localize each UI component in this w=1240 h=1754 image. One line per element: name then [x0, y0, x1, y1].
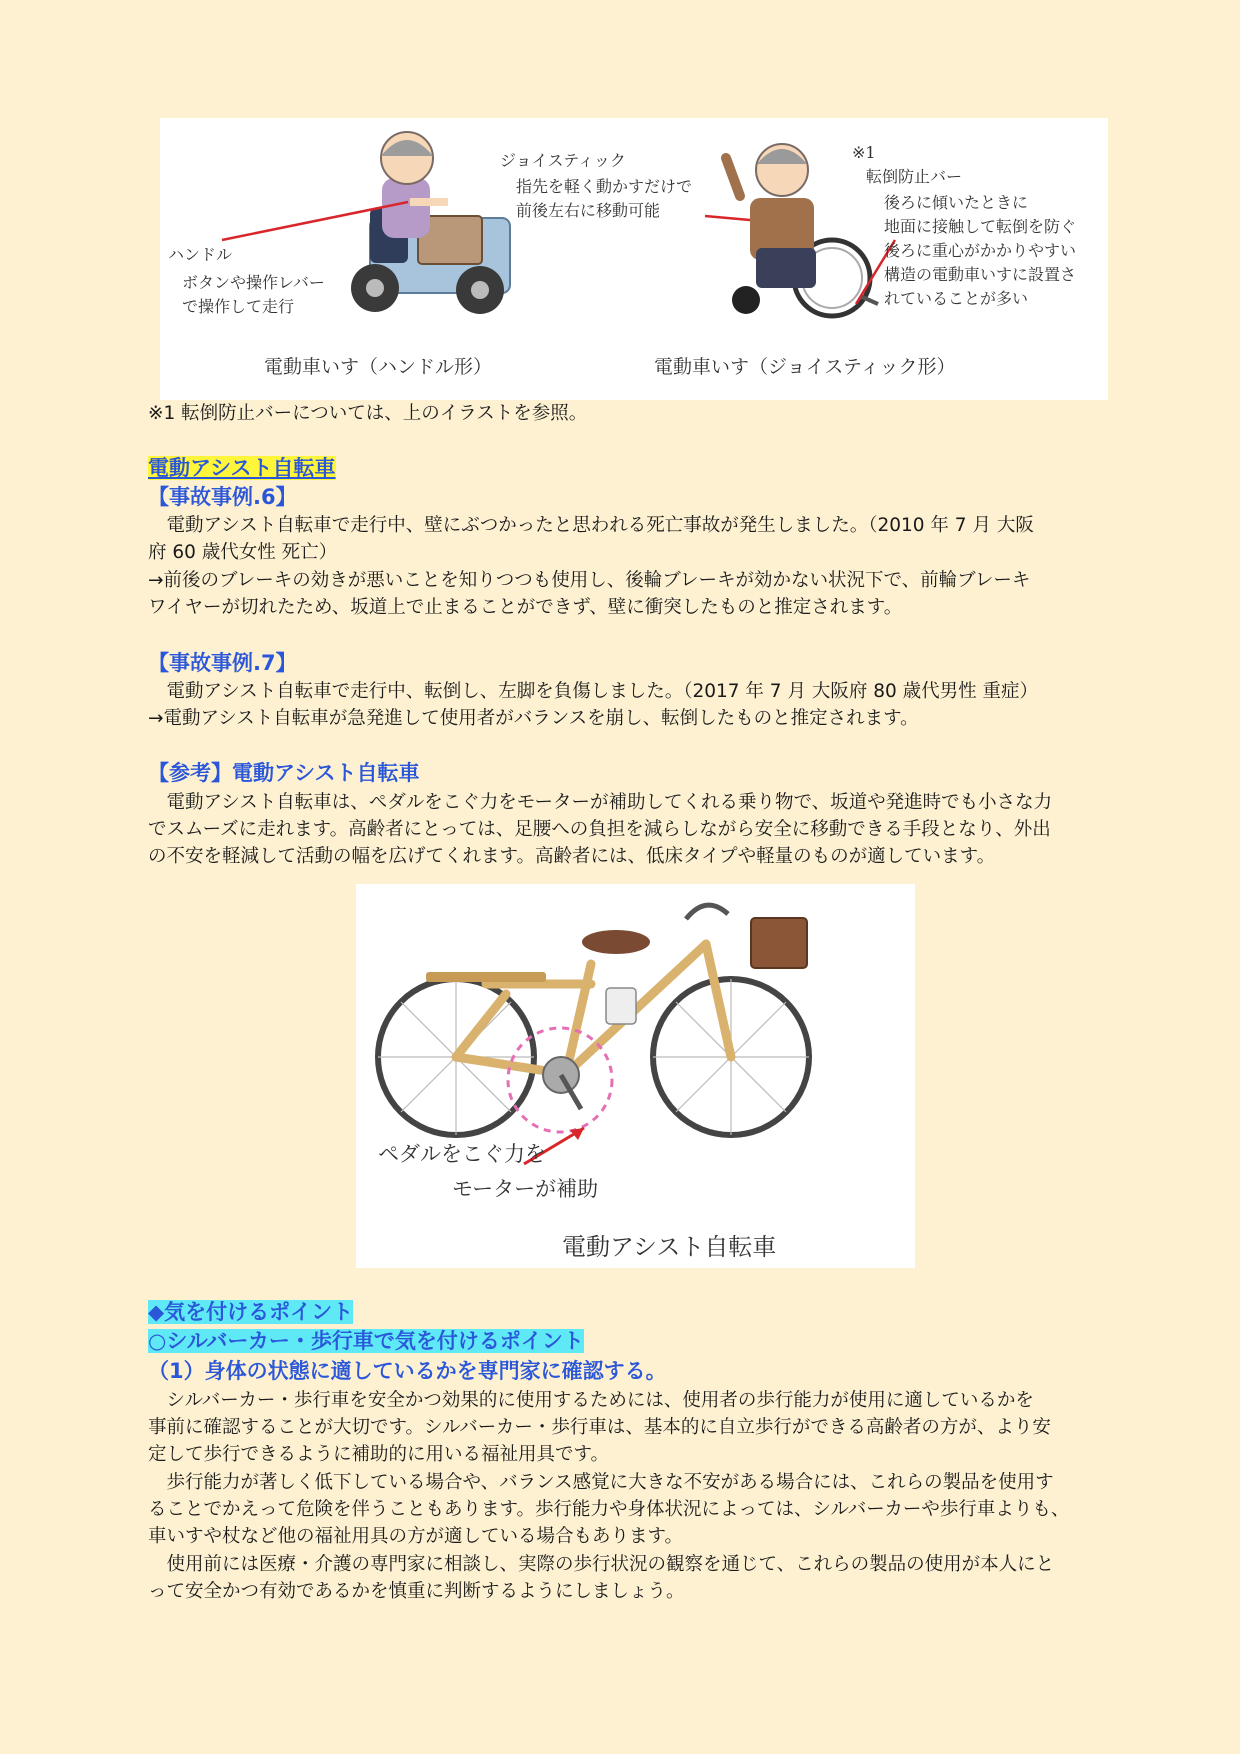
case7-line2: →電動アシスト自転車が急発進して使用者がバランスを崩し、転倒したものと推定されます。 [148, 708, 919, 729]
points-heading-text: ◆気を付けるポイント [148, 1300, 354, 1324]
handle-scooter-figure [351, 132, 510, 314]
label-handle-desc-2: で操作して走行 [182, 297, 295, 316]
case7-title: 【事故事例.7】 [148, 651, 297, 675]
case6-line1: 電動アシスト自転車で走行中、壁にぶつかったと思われる死亡事故が発生しました。（2010 年 7 月 大阪 [148, 515, 1034, 536]
points-heading [148, 1298, 353, 1326]
points-item1-title: （1）身体の状態に適しているかを専門家に確認する。 [148, 1359, 667, 1383]
points-para1-line1: シルバーカー・歩行車を安全かつ効果的に使用するためには、使用者の歩行能力が使用に適しているかを [148, 1390, 1034, 1411]
case7-line1: 電動アシスト自転車で走行中、転倒し、左脚を負傷しました。（2017 年 7 月 大阪府 80 歳代男性 重症） [148, 681, 1039, 702]
label-joystick-desc-1: 指先を軽く動かすだけで [516, 177, 693, 196]
label-bar-desc-5: れていることが多い [884, 289, 1029, 308]
joystick-wheelchair-figure [726, 144, 878, 316]
caption-handle-wheelchair: 電動車いす（ハンドル形） [264, 356, 493, 378]
reference-title: 【参考】電動アシスト自転車 [148, 761, 420, 785]
label-joystick-title: ジョイスティック [500, 151, 626, 170]
bike-label-1: ペダルをこぐ力を [378, 1142, 546, 1166]
label-bar-title: 転倒防止バー [866, 167, 963, 186]
points-para2-line2: ることでかえって危険を伴うこともあります。歩行能力や身体状況によっては、シルバーカーや歩行車よりも、 [148, 1499, 1070, 1520]
reference-line1: 電動アシスト自転車は、ペダルをこぐ力をモーターが補助してくれる乗り物で、坂道や発進時でも小さな力 [148, 792, 1053, 813]
bike-drawing [356, 884, 915, 1268]
label-bar-desc-2: 地面に接触して転倒を防ぐ [884, 217, 1077, 236]
label-joystick-desc-2: 前後左右に移動可能 [516, 201, 661, 220]
label-bar-desc-1: 後ろに傾いたときに [884, 193, 1029, 212]
label-handle-desc-1: ボタンや操作レバー [182, 273, 325, 292]
bike-illustration [356, 884, 915, 1268]
label-bar-desc-3: 後ろに重心がかかりやすい [884, 241, 1077, 260]
caption-joystick-wheelchair: 電動車いす（ジョイスティック形） [654, 356, 956, 378]
points-para2-line1: 歩行能力が著しく低下している場合や、バランス感覚に大きな不安がある場合には、これらの製品を使用す [148, 1472, 1054, 1493]
points-para3-line1: 使用前には医療・介護の専門家に相談し、実際の歩行状況の観察を通じて、これらの製品の使用が本人にと [148, 1554, 1055, 1575]
points-subheading-text: ○シルバーカー・歩行車で気を付けるポイント [148, 1329, 584, 1353]
points-para1-line3: 定して歩行できるように補助的に用いる福祉用具です。 [148, 1444, 610, 1465]
reference-line3: の不安を軽減して活動の幅を広げてくれます。高齢者には、低床タイプや軽量のものが適しています。 [148, 846, 996, 867]
assist-bike-heading-text: 電動アシスト自転車 [148, 456, 336, 480]
points-subheading [148, 1327, 584, 1355]
case6-line4: ワイヤーが切れたため、坂道上で止まることができず、壁に衝突したものと推定されます。 [148, 597, 903, 618]
points-para2-line3: 車いすや杖など他の福祉用具の方が適している場合もあります。 [148, 1526, 684, 1547]
label-handle-title: ハンドル [168, 245, 233, 264]
bike-label-2: モーターが補助 [452, 1177, 599, 1201]
wheelchair-illustration [160, 118, 1108, 400]
case6-line3: →前後のブレーキの効きが悪いことを知りつつも使用し、後輪ブレーキが効かない状況下で、前輪ブレーキ [148, 570, 1031, 591]
case6-line2: 府 60 歳代女性 死亡） [148, 542, 338, 563]
case6-title: 【事故事例.6】 [148, 485, 297, 509]
bike-caption: 電動アシスト自転車 [562, 1233, 777, 1261]
label-bar-desc-4: 構造の電動車いすに設置さ [884, 265, 1077, 284]
reference-line2: でスムーズに走れます。高齢者にとっては、足腰への負担を減らしながら安全に移動できる手段となり、外出 [148, 819, 1051, 840]
section-heading-assist-bike [148, 454, 336, 482]
points-para3-line2: って安全かつ有効であるかを慎重に判断するようにしましょう。 [148, 1581, 685, 1602]
points-para1-line2: 事前に確認することが大切です。シルバーカー・歩行車は、基本的に自立歩行ができる高齢者の方が、より安 [148, 1417, 1051, 1438]
footnote: ※1 転倒防止バーについては、上のイラストを参照。 [148, 403, 588, 424]
label-note-mark: ※1 [852, 143, 876, 162]
